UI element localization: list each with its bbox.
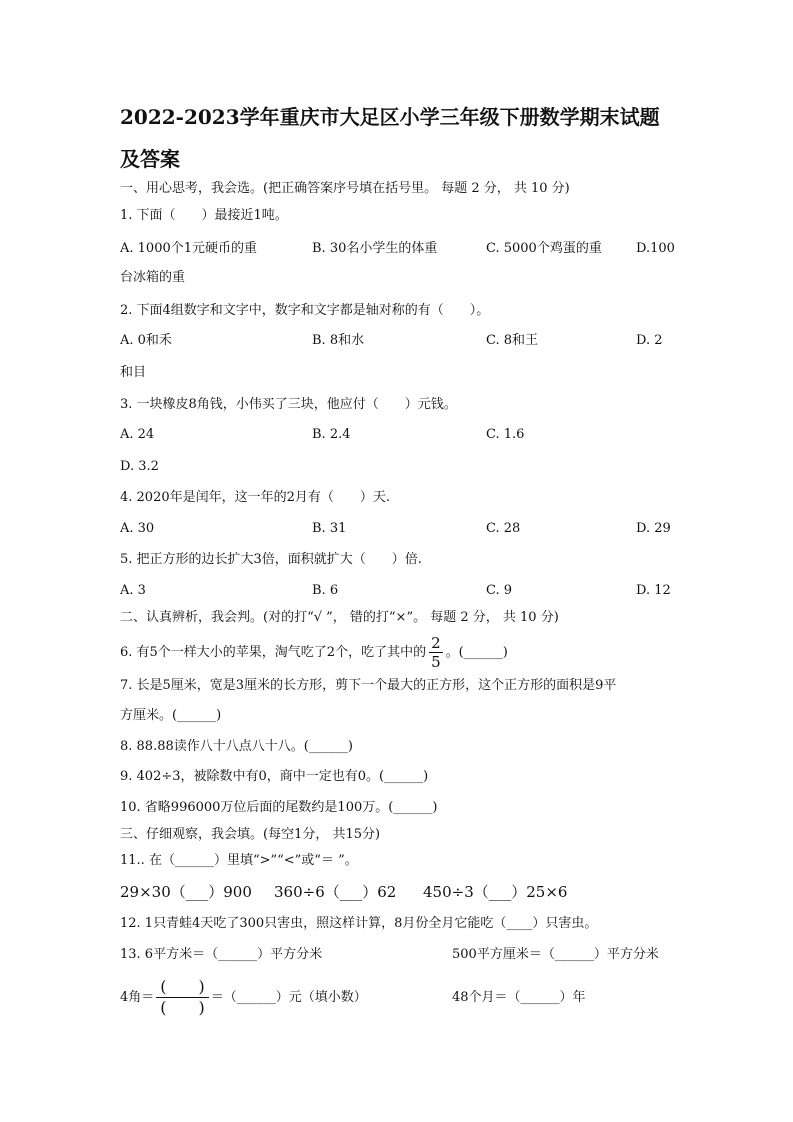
q6-fraction-numerator: 2 (431, 634, 441, 652)
q13-fraction-numerator: ( ) (156, 977, 209, 998)
q5-option-a: A. 3 (120, 583, 146, 598)
q13-left-1: 13. 6平方米＝（______）平方分米 (120, 947, 323, 962)
page-title-line1: 2022-2023学年重庆市大足区小学三年级下册数学期末试题 (120, 105, 660, 129)
q11-expression-2: 360÷6（___）62 (274, 883, 397, 901)
q2-stem: 2. 下面4组数字和文字中，数字和文字都是轴对称的有（ ）。 (120, 303, 490, 318)
q3-option-a: A. 24 (120, 427, 155, 442)
q13-left-2-post: ＝（______）元（填小数） (210, 990, 367, 1005)
q2-option-d-cont: 和目 (120, 365, 147, 380)
q13-blank-fraction (156, 977, 209, 1018)
q4-option-b: B. 31 (312, 521, 347, 536)
q13-right-1: 500平方厘米＝（______）平方分米 (452, 947, 659, 962)
q6-text-pre: 6. 有5个一样大小的苹果，淘气吃了2个，吃了其中的 (120, 645, 427, 660)
q1-stem: 1. 下面（ ）最接近1吨。 (120, 208, 288, 223)
q12-line: 12. 1只青蛙4天吃了300只害虫，照这样计算，8月份全月它能吃（____）只害虫。 (120, 916, 598, 931)
q2-option-b: B. 8和水 (312, 333, 365, 348)
section1-heading: 一、用心思考，我会选。(把正确答案序号填在括号里。 每题 2 分， 共 10 分) (120, 181, 570, 196)
q7-line2: 方厘米。(______) (120, 708, 222, 723)
section2-heading: 二、认真辨析，我会判。(对的打“√ ”， 错的打“×”。 每题 2 分， 共 10 分) (120, 610, 559, 625)
q11-expression-3: 450÷3（___）25×6 (423, 883, 568, 901)
q13-left-2 (120, 976, 367, 1020)
q11-stem: 11.. 在（______）里填“>”“<”或“＝ ”。 (120, 853, 358, 868)
q2-option-a: A. 0和禾 (120, 333, 172, 348)
q4-option-c: C. 28 (486, 521, 521, 536)
q6-fraction (429, 634, 443, 671)
q4-option-d: D. 29 (636, 521, 671, 536)
q3-stem: 3. 一块橡皮8角钱，小伟买了三块，他应付（ ）元钱。 (120, 397, 457, 412)
q3-option-d: D. 3.2 (120, 459, 159, 474)
q13-left-2-pre: 4角＝ (120, 990, 155, 1005)
q1-option-d: D.100 (636, 241, 675, 256)
q7-line1: 7. 长是5厘米，宽是3厘米的长方形，剪下一个最大的正方形，这个正方形的面积是9平 (120, 678, 617, 693)
q11-expression-1: 29×30（___）900 (120, 883, 252, 901)
q6-fraction-denominator: 5 (431, 653, 441, 671)
q6-line (120, 634, 508, 671)
q5-option-d: D. 12 (636, 583, 671, 598)
q1-option-a: A. 1000个1元硬币的重 (120, 241, 258, 256)
q5-stem: 5. 把正方形的边长扩大3倍，面积就扩大（ ）倍. (120, 552, 422, 567)
q8-line: 8. 88.88读作八十八点八十八。(______) (120, 739, 353, 754)
q2-option-c: C. 8和王 (486, 333, 539, 348)
q3-option-c: C. 1.6 (486, 427, 525, 442)
q6-text-post: 。(______) (445, 645, 508, 660)
q4-stem: 4. 2020年是闰年，这一年的2月有（ ）天. (120, 490, 391, 505)
q1-option-b: B. 30名小学生的体重 (312, 241, 438, 256)
q2-option-d: D. 2 (636, 333, 663, 348)
q5-option-b: B. 6 (312, 583, 339, 598)
q13-right-2: 48个月＝（______）年 (452, 990, 586, 1005)
q13-fraction-denominator: ( ) (160, 998, 205, 1017)
q1-option-d-cont: 台冰箱的重 (120, 270, 186, 285)
section3-heading: 三、仔细观察，我会填。(每空1分， 共15分) (120, 827, 381, 842)
page-title-line2: 及答案 (120, 147, 180, 171)
q9-line: 9. 402÷3，被除数中有0，商中一定也有0。(______) (120, 769, 429, 784)
q1-option-c: C. 5000个鸡蛋的重 (486, 241, 602, 256)
q4-option-a: A. 30 (120, 521, 155, 536)
q5-option-c: C. 9 (486, 583, 513, 598)
q3-option-b: B. 2.4 (312, 427, 351, 442)
q10-line: 10. 省略996000万位后面的尾数约是100万。(______) (120, 800, 438, 815)
